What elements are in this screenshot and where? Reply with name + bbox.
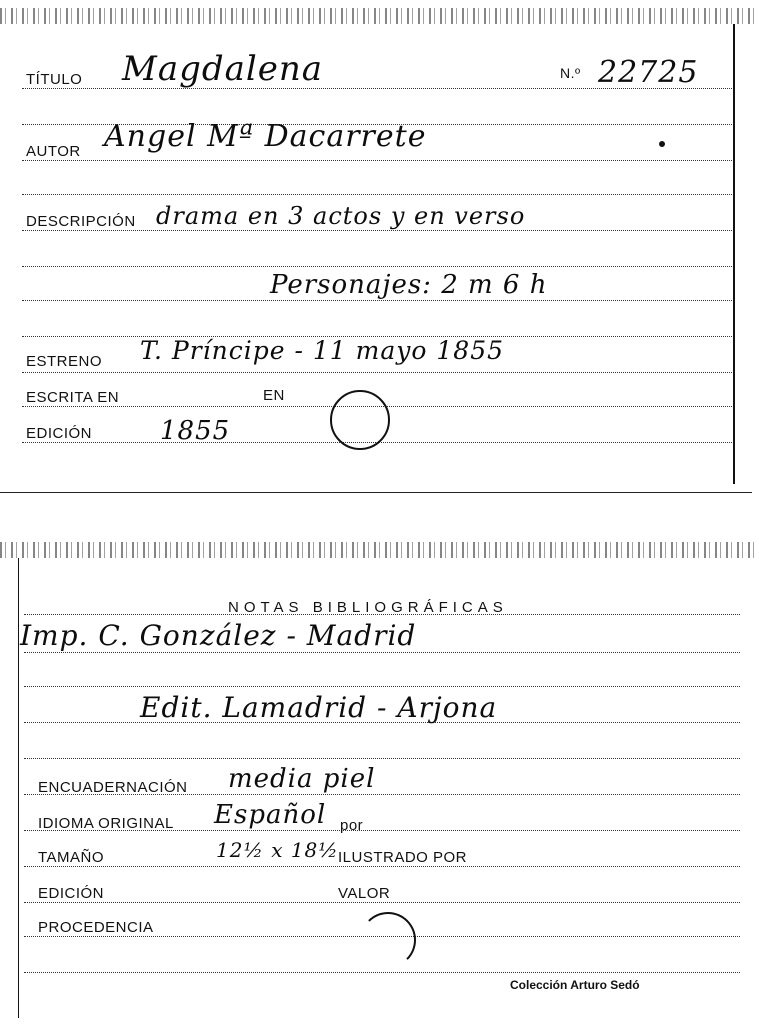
encuadernacion-value: media piel (228, 764, 376, 794)
card-bottom-edge (0, 492, 752, 493)
procedencia-label: PROCEDENCIA (38, 919, 154, 936)
card-edge-speckle (0, 8, 759, 24)
ruled-line (24, 866, 740, 867)
en-label: EN (263, 387, 285, 404)
autor-label: AUTOR (26, 143, 81, 160)
autor-value: Angel Mª Dacarrete (104, 119, 427, 154)
card-left-edge (18, 558, 19, 1018)
card-edge-speckle (0, 542, 759, 558)
idioma-original-value: Español (214, 800, 327, 830)
ruled-line (24, 758, 740, 759)
escrita-en-label: ESCRITA EN (26, 389, 120, 406)
valor-label: VALOR (338, 885, 391, 902)
ruled-line (22, 300, 732, 301)
descripcion-label: DESCRIPCIÓN (26, 213, 136, 230)
idioma-original-label: IDIOMA ORIGINAL (38, 815, 174, 832)
ruled-line (24, 614, 740, 615)
ilustrado-por-label: ILUSTRADO POR (338, 849, 468, 866)
estreno-label: ESTRENO (26, 353, 103, 370)
descripcion-value: drama en 3 actos y en verso (156, 202, 526, 230)
encuadernacion-label: ENCUADERNACIÓN (38, 779, 188, 796)
ruled-line (24, 686, 740, 687)
tamano-label: TAMAÑO (38, 849, 105, 866)
por-label: por (340, 817, 364, 834)
catalog-card-bottom (0, 536, 759, 1028)
ruled-line (24, 652, 740, 653)
titulo-label: TÍTULO (26, 71, 83, 88)
numero-label: N.º (560, 65, 581, 81)
stamp-circle (330, 390, 390, 450)
edicion-value: 1855 (160, 416, 231, 446)
ruled-line (24, 902, 740, 903)
ink-dot (659, 141, 665, 147)
stamp-arc (360, 912, 416, 968)
collection-credit: Colección Arturo Sedó (510, 978, 640, 992)
notes-line-1: Imp. C. González - Madrid (20, 619, 417, 652)
personajes-value: Personajes: 2 m 6 h (270, 270, 548, 300)
notes-line-2: Edit. Lamadrid - Arjona (140, 691, 498, 724)
ruled-line (22, 230, 732, 231)
titulo-value: Magdalena (122, 49, 324, 89)
edicion-label: EDICIÓN (38, 885, 105, 902)
ruled-line (22, 194, 732, 195)
notas-heading: NOTAS BIBLIOGRÁFICAS (228, 599, 508, 616)
edicion-label: EDICIÓN (26, 425, 93, 442)
ruled-line (22, 160, 732, 161)
estreno-value: T. Príncipe - 11 mayo 1855 (140, 336, 505, 365)
ruled-line (22, 266, 732, 267)
numero-value: 22725 (598, 55, 699, 90)
catalog-card-top (0, 0, 759, 495)
ruled-line (24, 972, 740, 973)
tamano-value: 12½ x 18½ (216, 838, 339, 862)
ruled-line (22, 372, 732, 373)
card-right-edge (733, 24, 735, 484)
